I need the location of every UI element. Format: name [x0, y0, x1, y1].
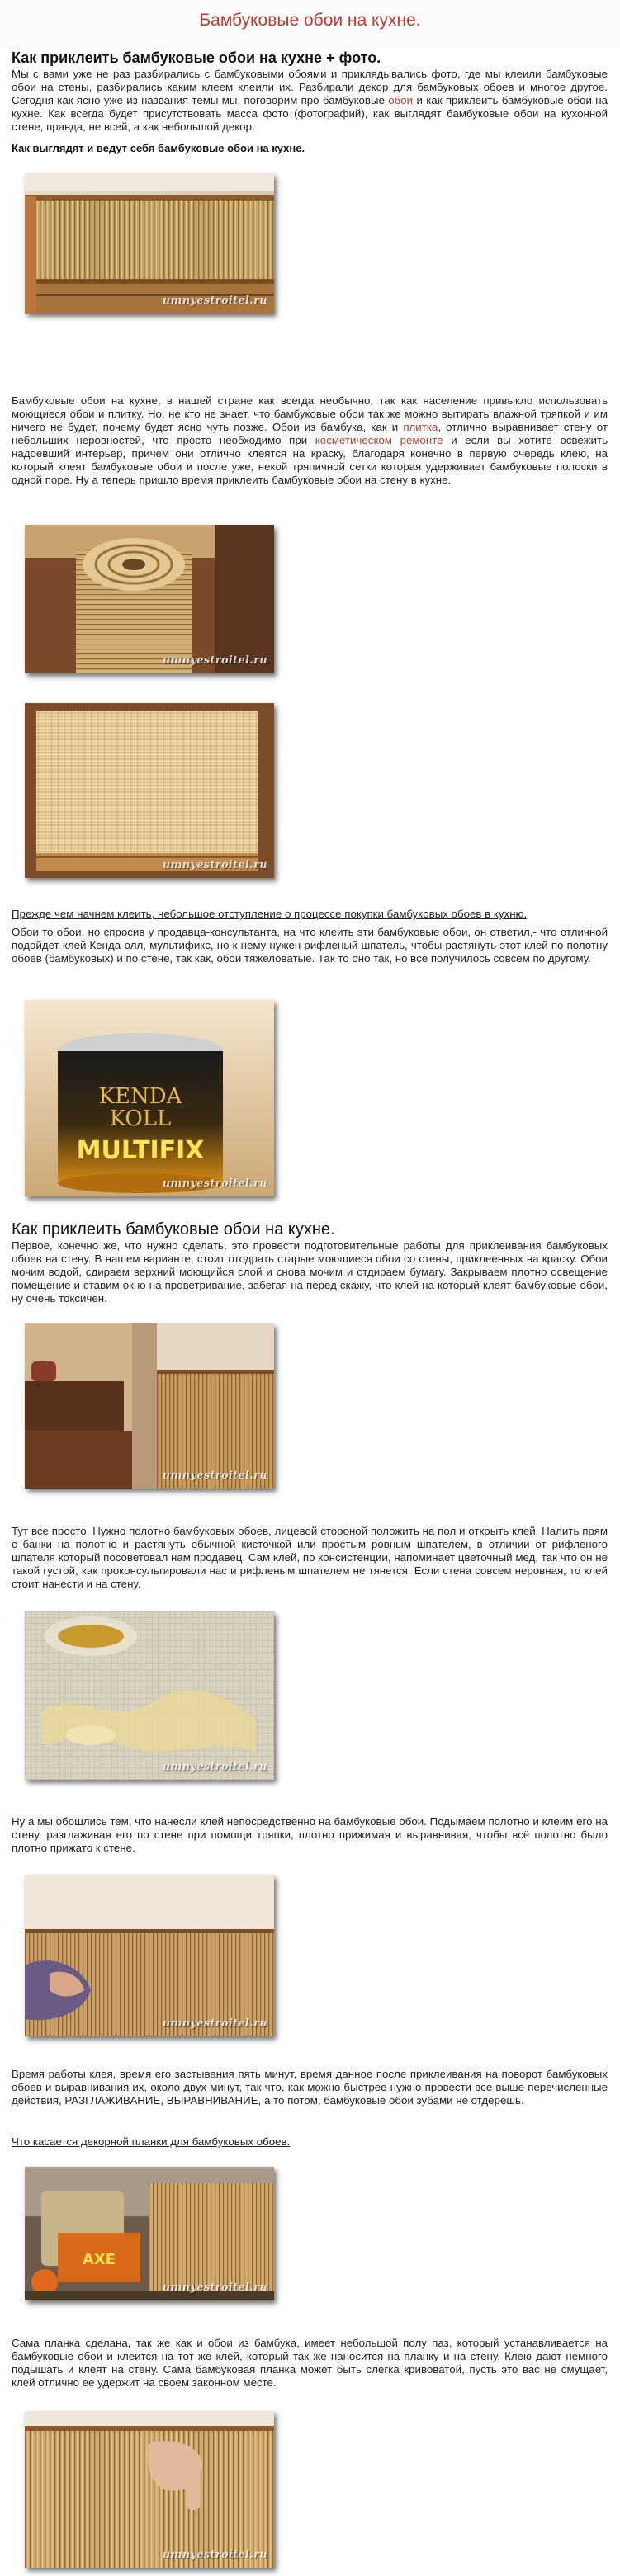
photo-bamboo-mesh-backing: [25, 703, 274, 878]
section3-paragraph: Первое, конечно же, что нужно сделать, это провести подготовительные работы для приклеивания бамбуковых обоев на стену. В нашем варианте, стоит отодрать старые моющиеся обои со стены, приклеенных на краску. Обои мочим водой, сдираем верхний моющийся слой и снова мочим и отдираем бумагу. Закрываем плотно освещение помещение и ставим окно на проветривание, забегая на перед скажу, что клей на который клеят бамбуковые обои, ну очень токсичен.: [12, 1239, 608, 1305]
mesh-backing-image: [25, 703, 274, 878]
how-to-glue-heading: Как приклеить бамбуковые обои на кухне.: [12, 1220, 335, 1238]
cosmetic-repair-link[interactable]: косметическом ремонте: [315, 434, 443, 446]
photo-bamboo-panel-on-wall: [25, 173, 274, 314]
photo-glue-spread: [25, 1611, 274, 1780]
photo-watermark: umnyestroitel.ru: [162, 1761, 267, 1773]
section2-paragraph: Обои то обои, но спросив у продавца-консультанта, на что клеить эти бамбуковые обои, он ответил,- что отличной подойдет клей Кенда-олл, мультификс, но к нему нужен рифленый шпатель, чтобы растянуть этот клей по полотну обоев (бамбуковых) и по стене, так как, обои тяжеловатые. Так то оно так, но все получилось совсем по другому.: [12, 926, 608, 965]
can-product-name: MULTIFIX: [76, 1136, 205, 1165]
photo-watermark: umnyestroitel.ru: [162, 2281, 267, 2294]
kitchen-corner-image: [25, 1323, 274, 1489]
photo-watermark: umnyestroitel.ru: [162, 295, 267, 307]
article-heading: Как приклеить бамбуковые обои на кухне + фото.: [12, 50, 381, 66]
photo-decor-strip: [25, 2167, 274, 2300]
photo-kitchen-corner: [25, 1323, 274, 1489]
photo-watermark: umnyestroitel.ru: [162, 654, 267, 667]
title-bar: [0, 0, 620, 48]
intro-paragraph: Мы с вами уже не раз разбирались с бамбуковыми обоями и приклядывались фото, где мы клеили бамбуковые обои на стены, разбирались каким клеем клеили их. Разбирали декор для бамбуковых обоев и многое другое. Сегодня как ясно уже из названия темы мы, поговорим про бамбуковые обои и как приклеить бамбуковые обои на кухне. Как всегда будет присутствовать масса фото (фотографий), как выглядят бамбуковые обои на кухонной стене, правда, не всей, а как небольшой декор.: [12, 68, 608, 133]
section7-paragraph: Сама планка сделана, так же как и обои из бамбука, имеет небольшой полу паз, который устанавливается на бамбуковые обои и клеится на тот же клей, который так же наносится на планку и на стену. Клею дают немного подышать и клеят на стену. Сама бамбуковая планка может быть слегка кривоватой, пусть это вас не смущает, клей отлично ее удержит на своем законном месте.: [12, 2337, 608, 2389]
photo-installing-strip: [25, 2411, 274, 2568]
photo-glue-can: [25, 1000, 274, 1196]
photo-watermark: umnyestroitel.ru: [162, 1470, 267, 1482]
decor-strip-image: [25, 2167, 274, 2300]
section1-paragraph: Бамбуковые обои на кухне, в нашей стране как всегда необычно, так как население привыкло использовать моющиеся обои и плитку. Но, не кто не знает, что бамбуковые обои так же можно вытирать влажной тряпкой и им ничего не будет, почему будет ясно чуть позже. Обои из бамбука, как и плитка, отлично выравнивает стену от небольших неровностей, что просто необходимо при косметическом ремонте и если вы хотите освежить надоевший интерьер, причем они отлично клеятся на краску, благодаря конечно в первую очередь клею, на который клеят бамбуковые обои и после уже, некой тряпичной сетки которая удерживает бамбуковые полоски в одной поре. Ну а теперь пришло время приклеить бамбуковые обои на стену в кухне.: [12, 394, 608, 486]
svg-text:AXE: AXE: [82, 2251, 116, 2268]
decor-strip-note: Что касается декорной планки для бамбуковых обоев.: [12, 2135, 291, 2148]
photo-watermark: umnyestroitel.ru: [162, 2549, 267, 2561]
wallpaper-link[interactable]: обои: [388, 94, 414, 106]
intro-subheading: Как выглядят и ведут себя бамбуковые обои на кухне.: [12, 142, 305, 154]
can-brand-line2: KOLL: [109, 1106, 172, 1131]
can-brand-line1: KENDA: [98, 1084, 182, 1109]
photo-rolled-bamboo-wallpaper: [25, 525, 274, 673]
glue-spread-image: [25, 1611, 274, 1780]
bamboo-panel-wall-image: [25, 173, 274, 314]
pressing-wallpaper-image: [25, 1875, 274, 2036]
purchase-note: Прежде чем начнем клеить, небольшое отступление о процессе покупки бамбуковых обоев в кухню.: [12, 908, 528, 920]
photo-watermark: umnyestroitel.ru: [162, 1177, 267, 1190]
section4-paragraph: Тут все просто. Нужно полотно бамбуковых обоев, лицевой стороной положить на пол и открыть клей. Налить прям с банки на полотно и растянуть обычной кисточкой или простым ровным шпателем, в отличии от рифленого шпателя который посоветовал нам продавец. Сам клей, по консистенции, напоминает цветочный мед, так что он не такой густой, как проконсультировали нас и рифленым шпателем не тянется. Если стена совсем неровная, то клей стоит нанести и на стену.: [12, 1525, 608, 1590]
glue-can-image: [25, 1000, 274, 1196]
photo-pressing-wallpaper: [25, 1875, 274, 2036]
section5-paragraph: Ну а мы обошлись тем, что нанесли клей непосредственно на бамбуковые обои. Подымаем полотно и клеим его на стену, разглаживая его по стене при помощи тряпки, плотно прижимая и выравнивая, чтобы всё полотно было плотно прижато к стене.: [12, 1815, 608, 1854]
photo-watermark: umnyestroitel.ru: [162, 859, 267, 871]
rolled-wallpaper-image: [25, 525, 274, 673]
photo-watermark: umnyestroitel.ru: [162, 2017, 267, 2030]
page-title: Бамбуковые обои на кухне.: [199, 11, 421, 30]
section6-paragraph: Время работы клея, время его застывания пять минут, время данное после приклеивания на поворот бамбуковых обоев и выравнивания их, около двух минут, так что, как можно быстрее нужно провести все выше перечисленные действия, РАЗГЛАЖИВАНИЕ, ВЫРАВНИВАНИЕ, а то потом, бамбуковые обои зубами не отдерешь.: [12, 2068, 608, 2107]
tile-link[interactable]: плитка: [403, 421, 438, 433]
installing-strip-image: [25, 2411, 274, 2568]
